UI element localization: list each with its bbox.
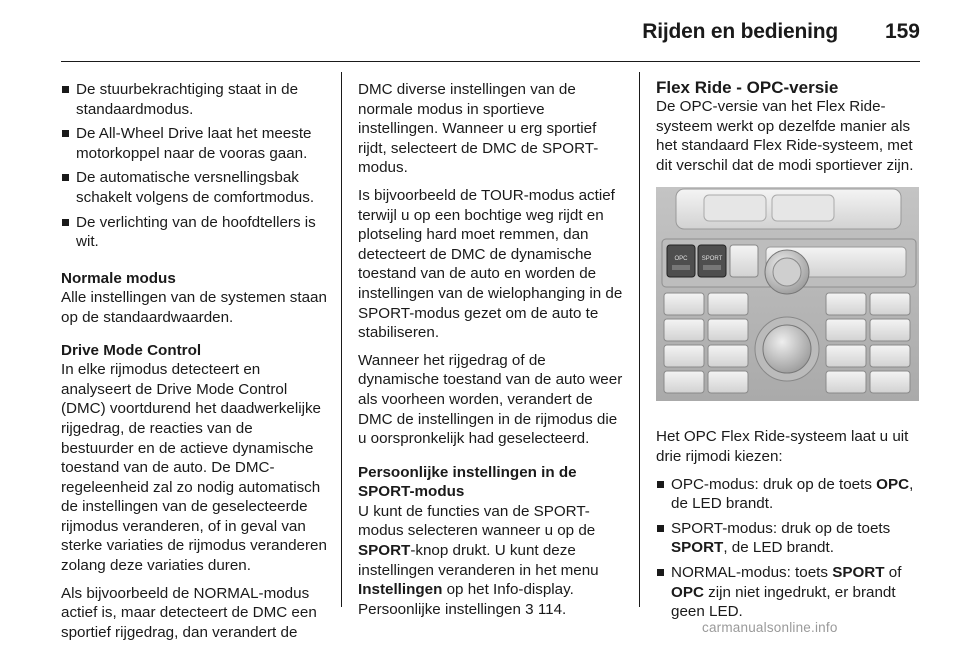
paragraph: Als bijvoorbeeld de NORMAL-modus actief is, maar detecteert de DMC een sportief rijgedrag, dan verandert de: [61, 584, 317, 641]
bullet-item: SPORT-modus: druk op de toets SPORT, de LED brandt.: [656, 519, 922, 558]
section-heading-sport: Persoonlijke instellingen in de SPORT-modus: [358, 463, 577, 501]
paragraph: Alle instellingen van de systemen staan op de standaardwaarden.: [61, 289, 327, 326]
sport-button-label: SPORT: [701, 256, 723, 263]
control-panel-illustration: [656, 187, 919, 401]
bullet-item: OPC-modus: druk op de toets OPC, de LED brandt.: [656, 475, 922, 514]
section-title-opc: Flex Ride - OPC-versie: [656, 78, 839, 97]
opc-button-label: OPC: [674, 256, 688, 263]
bullet-item: NORMAL-modus: toets SPORT of OPC zijn niet ingedrukt, er brandt geen LED.: [656, 563, 922, 622]
column-2: [358, 80, 624, 627]
bullet-item: De automatische versnellingsbak schakelt volgens de comfortmodus.: [61, 168, 327, 207]
control-panel-figure: [656, 187, 919, 401]
paragraph-sport: U kunt de functies van de SPORT-modus selecteren wanneer u op de SPORT-knop drukt. U kunt deze instellingen veranderen in het menu Instellingen op het Info-display. Persoonlijke instellingen 3 114.: [358, 502, 599, 618]
watermark: carmanualsonline.info: [702, 620, 838, 635]
page-header: [0, 0, 960, 62]
column-3: [656, 78, 922, 627]
section-heading-dmc: Drive Mode Control: [61, 341, 202, 359]
paragraph: In elke rijmodus detecteert en analyseert de Drive Mode Control (DMC) voortdurend het daadwerkelijke rijgedrag, de reacties van de bestuurder en de actieve dynamische toestand van de auto. De DMC-regeleenheid zal zo nodig automatisch de instellingen van de geselecteerde rijmodus veranderen, of in geval van sterke variaties de rijmodus veranderen zolang deze variaties duren.: [61, 361, 327, 575]
paragraph: Het OPC Flex Ride-systeem laat u uit drie rijmodi kiezen:: [656, 428, 909, 465]
sport-key-label: SPORT: [358, 542, 411, 560]
bullet-item: De stuurbekrachtiging staat in de standaardmodus.: [61, 80, 327, 119]
column-divider-2: [639, 72, 640, 607]
paragraph: De OPC-versie van het Flex Ride-systeem werkt op dezelfde manier als het standaard Flex Ride-systeem, met dit verschil dat de modi sportiever zijn.: [656, 98, 914, 174]
bullet-item: De verlichting van de hoofdtellers is wit.: [61, 213, 327, 252]
section-heading-normale: Normale modus: [61, 269, 176, 287]
paragraph: Is bijvoorbeeld de TOUR-modus actief terwijl u op een bochtige weg rijdt en plotseling hard moet remmen, dan detecteert de DMC de dynamische toestand van de auto en worden de instellingen van de wielophanging in de SPORT-modus gezet om de auto te stabiliseren.: [358, 186, 623, 342]
menu-label-instellingen: Instellingen: [358, 581, 443, 599]
column-1: [61, 80, 327, 650]
bullet-item: De All-Wheel Drive laat het meeste motorkoppel naar de vooras gaan.: [61, 124, 327, 163]
page-ref-arrow-icon: 3: [525, 600, 534, 618]
page-title: Rijden en bediening: [642, 20, 838, 43]
column-divider-1: [341, 72, 342, 607]
paragraph: Wanneer het rijgedrag of de dynamische toestand van de auto weer als voorheen worden, verandert de DMC de instellingen in de rijmodus die u oorspronkelijk had geselecteerd.: [358, 351, 623, 448]
page-number: 159: [884, 20, 920, 43]
header-rule: [61, 61, 920, 62]
paragraph: DMC diverse instellingen van de normale modus in sportieve instellingen. Wanneer u erg sportief rijdt, selecteert de DMC de SPORT-modus.: [358, 81, 599, 177]
